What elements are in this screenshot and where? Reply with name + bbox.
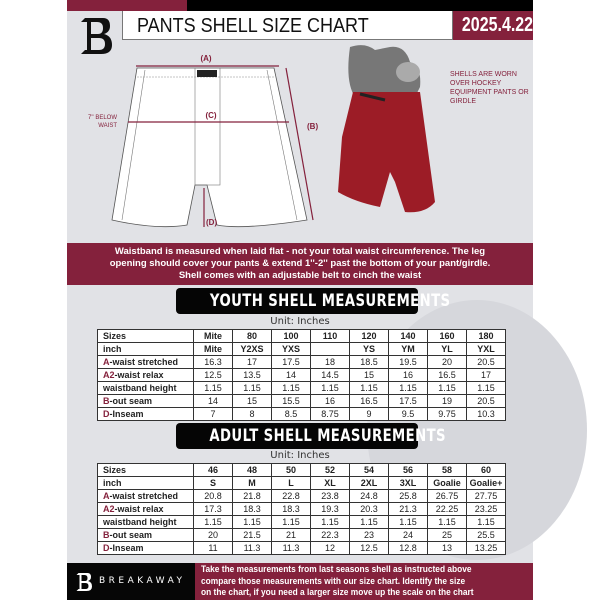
table-cell: 25 bbox=[428, 529, 467, 542]
table-cell: 52 bbox=[311, 464, 350, 477]
row-label bbox=[98, 369, 194, 382]
table-cell: 100 bbox=[272, 330, 311, 343]
table-cell: 58 bbox=[428, 464, 467, 477]
table-cell: 18 bbox=[311, 356, 350, 369]
table-cell: 1.15 bbox=[467, 516, 506, 529]
table-cell: 56 bbox=[389, 464, 428, 477]
instruction-line: Waistband is measured when laid flat - not your total waist circumference. The leg bbox=[114, 246, 486, 257]
table-row bbox=[98, 542, 506, 555]
measure-label: -out seam bbox=[109, 395, 153, 406]
table-cell: YM bbox=[389, 343, 428, 356]
adult-heading: ADULT SHELL MEASUREMENTS bbox=[176, 423, 418, 449]
table-cell: 11.3 bbox=[233, 542, 272, 555]
table-cell: 1.15 bbox=[467, 382, 506, 395]
table-cell: YXL bbox=[467, 343, 506, 356]
measure-label: Sizes bbox=[103, 330, 127, 341]
table-cell: 9.5 bbox=[389, 408, 428, 421]
measure-code: B bbox=[103, 395, 110, 406]
size-chart-page bbox=[67, 0, 533, 600]
table-cell: 14 bbox=[272, 369, 311, 382]
row-label bbox=[98, 408, 194, 421]
measure-label: waistband height bbox=[103, 382, 177, 393]
table-cell: 25.8 bbox=[389, 490, 428, 503]
measure-label: inch bbox=[103, 343, 122, 354]
table-row bbox=[98, 516, 506, 529]
measure-label: -waist relax bbox=[114, 503, 164, 514]
table-cell: 1.15 bbox=[194, 516, 233, 529]
table-cell: 24.8 bbox=[350, 490, 389, 503]
brand-name: BREAKAWAY bbox=[99, 576, 186, 586]
table-cell: L bbox=[272, 477, 311, 490]
below-waist-label: 7'' BELOW bbox=[88, 115, 117, 121]
table-cell: 14.5 bbox=[311, 369, 350, 382]
footer-line: compare those measurements with our size chart. Identify the size bbox=[201, 575, 466, 586]
measure-label: Sizes bbox=[103, 464, 127, 475]
shell-note: SHELLS ARE WORN OVER HOCKEY EQUIPMENT PANTS OR GIRDLE bbox=[450, 71, 529, 105]
table-cell: 21 bbox=[272, 529, 311, 542]
table-cell: 8.5 bbox=[272, 408, 311, 421]
table-cell: 18.3 bbox=[233, 503, 272, 516]
table-cell: Y2XS bbox=[233, 343, 272, 356]
table-cell: 1.15 bbox=[272, 382, 311, 395]
table-cell: 26.75 bbox=[428, 490, 467, 503]
measure-label: -waist relax bbox=[114, 369, 164, 380]
table-cell: 20.5 bbox=[467, 395, 506, 408]
table-cell: 22.8 bbox=[272, 490, 311, 503]
table-cell: 16 bbox=[389, 369, 428, 382]
table-cell: 12.5 bbox=[194, 369, 233, 382]
table-cell: 14 bbox=[194, 395, 233, 408]
row-label bbox=[98, 477, 194, 490]
table-cell: 9.75 bbox=[428, 408, 467, 421]
table-cell: 13 bbox=[428, 542, 467, 555]
table-cell: 20.8 bbox=[194, 490, 233, 503]
table-cell: Mite bbox=[194, 330, 233, 343]
table-cell: 16.5 bbox=[428, 369, 467, 382]
measure-label: waistband height bbox=[103, 516, 177, 527]
table-cell: 2XL bbox=[350, 477, 389, 490]
table-cell: XL bbox=[311, 477, 350, 490]
row-label bbox=[98, 382, 194, 395]
table-cell: 21.5 bbox=[233, 529, 272, 542]
table-cell: S bbox=[194, 477, 233, 490]
table-cell: 3XL bbox=[389, 477, 428, 490]
table-cell: 18.5 bbox=[350, 356, 389, 369]
row-label bbox=[98, 395, 194, 408]
table-cell: Mite bbox=[194, 343, 233, 356]
row-label bbox=[98, 343, 194, 356]
table-cell: 17.5 bbox=[272, 356, 311, 369]
table-cell: 1.15 bbox=[233, 516, 272, 529]
table-cell: 20.3 bbox=[350, 503, 389, 516]
adult-unit: Unit: Inches bbox=[270, 450, 330, 461]
table-row bbox=[98, 330, 506, 343]
table-cell: 54 bbox=[350, 464, 389, 477]
footer-brand bbox=[67, 563, 195, 600]
table-cell: 1.15 bbox=[194, 382, 233, 395]
table-cell: 12.5 bbox=[350, 542, 389, 555]
table-cell: 80 bbox=[233, 330, 272, 343]
table-cell: 1.15 bbox=[350, 516, 389, 529]
table-cell: 15 bbox=[233, 395, 272, 408]
measure-label: inch bbox=[103, 477, 122, 488]
pants-photo bbox=[330, 42, 450, 232]
table-cell: Goalie+ bbox=[467, 477, 506, 490]
table-row bbox=[98, 464, 506, 477]
table-row bbox=[98, 343, 506, 356]
table-cell: 1.15 bbox=[389, 516, 428, 529]
row-label bbox=[98, 464, 194, 477]
table-cell: 8 bbox=[233, 408, 272, 421]
table-cell: 17.3 bbox=[194, 503, 233, 516]
measure-label: -waist stretched bbox=[109, 490, 179, 501]
table-row bbox=[98, 369, 506, 382]
table-cell: YXS bbox=[272, 343, 311, 356]
table-row bbox=[98, 408, 506, 421]
table-cell: 1.15 bbox=[350, 382, 389, 395]
table-cell: 10.3 bbox=[467, 408, 506, 421]
footer-line: Take the measurements from last seasons shell as instructed above bbox=[201, 564, 472, 574]
table-cell: 16.5 bbox=[350, 395, 389, 408]
table-cell: 27.75 bbox=[467, 490, 506, 503]
table-cell: 15 bbox=[350, 369, 389, 382]
youth-heading: YOUTH SHELL MEASUREMENTS bbox=[176, 288, 418, 314]
table-cell: 7 bbox=[194, 408, 233, 421]
table-cell: Goalie bbox=[428, 477, 467, 490]
table-cell: 17.5 bbox=[389, 395, 428, 408]
table-cell: 11.3 bbox=[272, 542, 311, 555]
footer-line: on the chart, if you need a larger size move up the scale on the chart bbox=[201, 587, 474, 597]
measure-code: A bbox=[103, 490, 110, 501]
table-row bbox=[98, 356, 506, 369]
measure-label: -waist stretched bbox=[109, 356, 179, 367]
table-cell: 46 bbox=[194, 464, 233, 477]
table-cell: 16 bbox=[311, 395, 350, 408]
table-cell: 1.15 bbox=[311, 516, 350, 529]
table-cell: 24 bbox=[389, 529, 428, 542]
table-cell: 9 bbox=[350, 408, 389, 421]
measure-code: A2 bbox=[103, 503, 115, 514]
table-cell: 13.25 bbox=[467, 542, 506, 555]
table-cell: YL bbox=[428, 343, 467, 356]
table-cell: 1.15 bbox=[428, 382, 467, 395]
table-cell: 1.15 bbox=[428, 516, 467, 529]
table-cell: 23.25 bbox=[467, 503, 506, 516]
table-cell: 120 bbox=[350, 330, 389, 343]
table-cell: 180 bbox=[467, 330, 506, 343]
table-cell: 110 bbox=[311, 330, 350, 343]
label-d: (D) bbox=[206, 218, 218, 227]
table-cell: 18.3 bbox=[272, 503, 311, 516]
table-cell: YS bbox=[350, 343, 389, 356]
table-cell: 8.75 bbox=[311, 408, 350, 421]
table-cell: 22.25 bbox=[428, 503, 467, 516]
label-a: (A) bbox=[200, 54, 212, 63]
table-cell: 23 bbox=[350, 529, 389, 542]
table-cell: 22.3 bbox=[311, 529, 350, 542]
measuring-instructions bbox=[67, 243, 533, 285]
measure-code: D bbox=[103, 542, 110, 553]
table-cell: 20.5 bbox=[467, 356, 506, 369]
page-title: PANTS SHELL SIZE CHART bbox=[122, 11, 453, 40]
table-cell: 15.5 bbox=[272, 395, 311, 408]
measure-code: D bbox=[103, 408, 110, 419]
row-label bbox=[98, 529, 194, 542]
row-label bbox=[98, 503, 194, 516]
measure-label: -out seam bbox=[109, 529, 153, 540]
measure-label: -Inseam bbox=[109, 408, 144, 419]
table-row bbox=[98, 503, 506, 516]
row-label bbox=[98, 330, 194, 343]
table-cell: 13.5 bbox=[233, 369, 272, 382]
table-cell: 20 bbox=[428, 356, 467, 369]
youth-unit: Unit: Inches bbox=[270, 316, 330, 327]
table-cell: 50 bbox=[272, 464, 311, 477]
table-cell: 19.3 bbox=[311, 503, 350, 516]
table-cell: 1.15 bbox=[233, 382, 272, 395]
top-strip-maroon bbox=[67, 0, 187, 11]
label-b: (B) bbox=[307, 122, 319, 131]
table-cell: 19 bbox=[428, 395, 467, 408]
table-cell: 21.3 bbox=[389, 503, 428, 516]
table-cell: M bbox=[233, 477, 272, 490]
instruction-line: opening should cover your pants & extend 1''-2'' past the bottom of your pant/girdle. bbox=[109, 258, 491, 269]
measure-label: -Inseam bbox=[109, 542, 144, 553]
date-badge: 2025.4.22 bbox=[453, 11, 533, 40]
table-cell: 17 bbox=[233, 356, 272, 369]
table-cell: 23.8 bbox=[311, 490, 350, 503]
youth-size-table bbox=[97, 329, 506, 421]
table-cell: 11 bbox=[194, 542, 233, 555]
table-cell: 1.15 bbox=[311, 382, 350, 395]
table-cell: 48 bbox=[233, 464, 272, 477]
table-cell: 25.5 bbox=[467, 529, 506, 542]
top-strip-black bbox=[187, 0, 533, 11]
footer-logo bbox=[75, 571, 93, 593]
adult-size-table bbox=[97, 463, 506, 555]
instruction-line: Shell comes with an adjustable belt to cinch the waist bbox=[178, 270, 422, 281]
footer-instructions bbox=[195, 563, 533, 600]
below-waist-label-2: WAIST bbox=[98, 123, 117, 129]
row-label bbox=[98, 356, 194, 369]
table-cell: 60 bbox=[467, 464, 506, 477]
table-row bbox=[98, 395, 506, 408]
table-cell: 20 bbox=[194, 529, 233, 542]
table-cell bbox=[311, 343, 350, 356]
table-cell: 19.5 bbox=[389, 356, 428, 369]
row-label bbox=[98, 542, 194, 555]
table-cell: 17 bbox=[467, 369, 506, 382]
table-row bbox=[98, 382, 506, 395]
label-c: (C) bbox=[205, 111, 217, 120]
measure-code: A bbox=[103, 356, 110, 367]
row-label bbox=[98, 490, 194, 503]
table-cell: 160 bbox=[428, 330, 467, 343]
table-cell: 16.3 bbox=[194, 356, 233, 369]
measure-code: B bbox=[103, 529, 110, 540]
table-cell: 1.15 bbox=[389, 382, 428, 395]
table-row bbox=[98, 490, 506, 503]
row-label bbox=[98, 516, 194, 529]
pants-diagram bbox=[67, 40, 330, 235]
table-cell: 21.8 bbox=[233, 490, 272, 503]
table-row bbox=[98, 477, 506, 490]
table-cell: 12 bbox=[311, 542, 350, 555]
table-row bbox=[98, 529, 506, 542]
measure-code: A2 bbox=[103, 369, 115, 380]
table-cell: 12.8 bbox=[389, 542, 428, 555]
table-cell: 1.15 bbox=[272, 516, 311, 529]
table-cell: 140 bbox=[389, 330, 428, 343]
